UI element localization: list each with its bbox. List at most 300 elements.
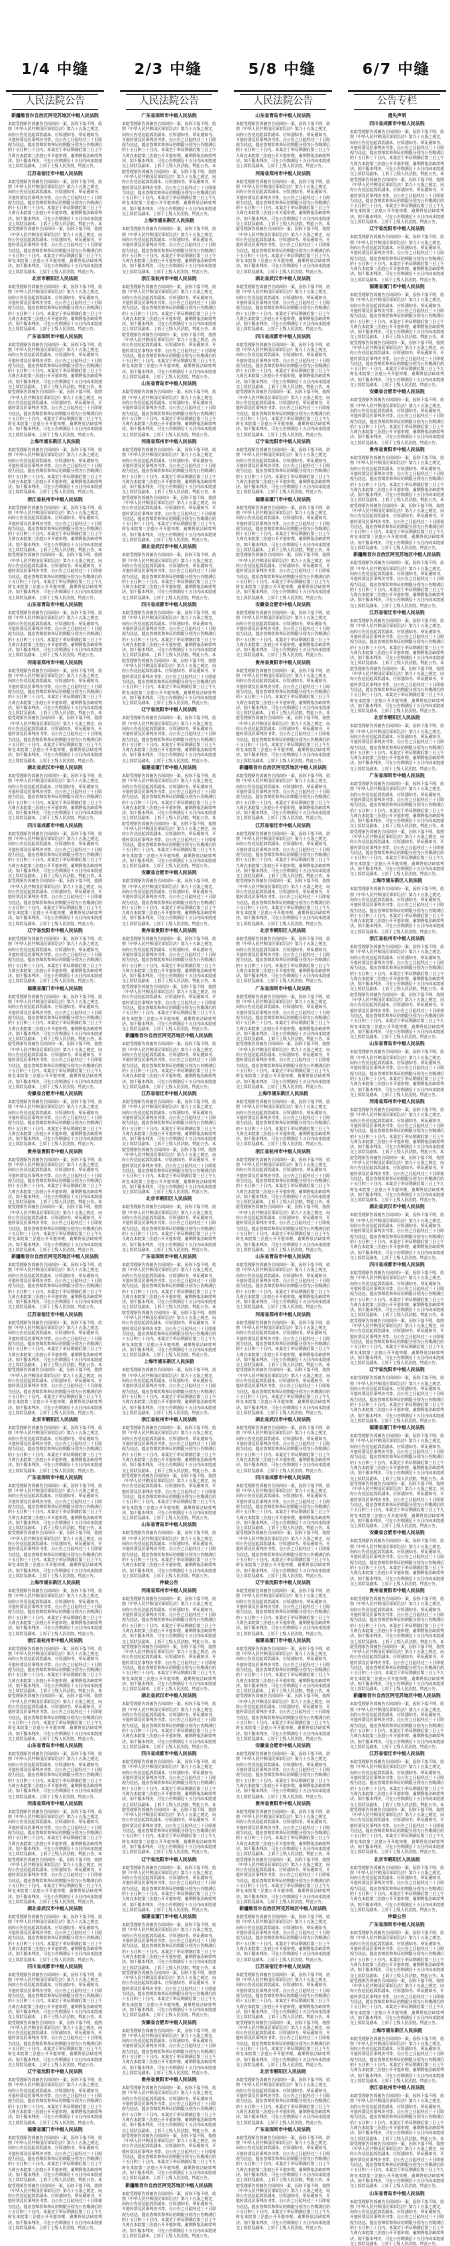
- court-notice: [8, 114, 102, 169]
- notice-body: 本院受理原告诉被告合同纠纷一案，因你下落不明，依照《中华人民共和国民事诉讼法》第九十五条之规定，向你公告送达起诉状副本、应诉通知书、举证通知书、开庭传票及民事判决书等。自公告之日起经过三十日即视为送达。提出答辩状和举证的期限分别为公告期满后的十五日和三十日内。本案定于举证期满后第三日上午九时在本院第三法庭公开开庭审理，逾期将依法缺席判决。如不服本判决，可在公告期满后十五日内向本院递交上诉状及副本，上诉于上级人民法院。特此公告。: [122, 552, 216, 600]
- notice-body: 本院受理原告诉被告合同纠纷一案，因你下落不明，依照《中华人民共和国民事诉讼法》第九十五条之规定，向你公告送达起诉状副本、应诉通知书、举证通知书、开庭传票及民事判决书等。自公告之日起经过三十日即视为送达。提出答辩状和举证的期限分别为公告期满后的十五日和三十日内。本案定于举证期满后第三日上午九时在本院第三法庭公开开庭审理，逾期将依法缺席判决。如不服本判决，可在公告期满后十五日内向本院递交上诉状及副本，上诉于上级人民法院。特此公告。本院受理原告诉被告合同纠纷一案，因你下落不明，依照《中华人民共和国民事诉讼法》第九十五条之规定，向你公告送达起诉状副本、应诉通知书、举证通知书、开庭传票及民事判决书等。自公告之日起经过三十日即视为送达。提出答辩状和举证的期限分别为公告期满后的十五日和三十日内。本案定于举证期满后第三日上午九时在本院第三法庭公开开庭审理，逾期将依法缺席判决。如不服本判决，可在公告期满后十五日内向本院递交上诉状及副本，上诉于上级人民法院。特此公告。: [122, 1759, 216, 1855]
- notice-body: 本院受理原告诉被告合同纠纷一案，因你下落不明，依照《中华人民共和国民事诉讼法》第九十五条之规定，向你公告送达起诉状副本、应诉通知书、举证通知书、开庭传票及民事判决书等。自公告之日起经过三十日即视为送达。提出答辩状和举证的期限分别为公告期满后的十五日和三十日内。本案定于举证期满后第三日上午九时在本院第三法庭公开开庭审理，逾期将依法缺席判决。如不服本判决，可在公告期满后十五日内向本院递交上诉状及副本，上诉于上级人民法院。特此公告。本院受理原告诉被告合同纠纷一案，因你下落不明，依照《中华人民共和国民事诉讼法》第九十五条之规定，向你公告送达起诉状副本、应诉通知书、举证通知书、开庭传票及民事判决书等。自公告之日起经过三十日即视为送达。提出答辩状和举证的期限分别为公告期满后的十五日和三十日内。本案定于举证期满后第三日上午九时在本院第三法庭公开开庭审理，逾期将依法缺席判决。如不服本判决，可在公告期满后十五日内向本院递交上诉状及副本，上诉于上级人民法院。特此公告。: [8, 1156, 102, 1252]
- court-notice: [236, 987, 330, 1089]
- notice-title: 广东省深圳市中级人民法院: [369, 1923, 425, 1929]
- notice-body: 本院受理原告诉被告合同纠纷一案，因你下落不明，依照《中华人民共和国民事诉讼法》第九十五条之规定，向你公告送达起诉状副本、应诉通知书、举证通知书、开庭传票及民事判决书等。自公告之日起经过三十日即视为送达。提出答辩状和举证的期限分别为公告期满后的十五日和三十日内。本案定于举证期满后第三日上午九时在本院第三法庭公开开庭审理，逾期将依法缺席判决。如不服本判决，可在公告期满后十五日内向本院递交上诉状及副本，上诉于上级人民法院。特此公告。: [8, 121, 102, 169]
- court-notice: [236, 335, 330, 437]
- notice-title: 四川省成都市中级人民法院: [27, 823, 83, 829]
- notice-title: 江苏省宿迁市中级人民法院: [27, 171, 83, 177]
- notice-title: 辽宁省沈阳市中级人民法院: [27, 2070, 83, 2076]
- notice-title: 江苏省宿迁市中级人民法院: [255, 1964, 311, 1970]
- notice-body: 本院受理原告诉被告合同纠纷一案，因你下落不明，依照《中华人民共和国民事诉讼法》第九十五条之规定，向你公告送达起诉状副本、应诉通知书、举证通知书、开庭传票及民事判决书等。自公告之日起经过三十日即视为送达。提出答辩状和举证的期限分别为公告期满后的十五日和三十日内。本案定于举证期满后第三日上午九时在本院第三法庭公开开庭审理，逾期将依法缺席判决。如不服本判决，可在公告期满后十五日内向本院递交上诉状及副本，上诉于上级人民法院。特此公告。: [350, 1864, 444, 1912]
- notice-body: 本院受理原告诉被告合同纠纷一案，因你下落不明，依照《中华人民共和国民事诉讼法》第九十五条之规定，向你公告送达起诉状副本、应诉通知书、举证通知书、开庭传票及民事判决书等。自公告之日起经过三十日即视为送达。提出答辩状和举证的期限分别为公告期满后的十五日和三十日内。本案定于举证期满后第三日上午九时在本院第三法庭公开开庭审理，逾期将依法缺席判决。如不服本判决，可在公告期满后十五日内向本院递交上诉状及副本，上诉于上级人民法院。特此公告。本院受理原告诉被告合同纠纷一案，因你下落不明，依照《中华人民共和国民事诉讼法》第九十五条之规定，向你公告送达起诉状副本、应诉通知书、举证通知书、开庭传票及民事判决书等。自公告之日起经过三十日即视为送达。提出答辩状和举证的期限分别为公告期满后的十五日和三十日内。本案定于举证期满后第三日上午九时在本院第三法庭公开开庭审理，逾期将依法缺席判决。如不服本判决，可在公告期满后十五日内向本院递交上诉状及副本，上诉于上级人民法院。特此公告。: [122, 284, 216, 380]
- notice-body: 本院受理原告诉被告合同纠纷一案，因你下落不明，依照《中华人民共和国民事诉讼法》第九十五条之规定，向你公告送达起诉状副本、应诉通知书、举证通知书、开庭传票及民事判决书等。自公告之日起经过三十日即视为送达。提出答辩状和举证的期限分别为公告期满后的十五日和三十日内。本案定于举证期满后第三日上午九时在本院第三法庭公开开庭审理，逾期将依法缺席判决。如不服本判决，可在公告期满后十五日内向本院递交上诉状及副本，上诉于上级人民法院。特此公告。: [350, 1701, 444, 1749]
- notice-body: 本院受理原告诉被告合同纠纷一案，因你下落不明，依照《中华人民共和国民事诉讼法》第九十五条之规定，向你公告送达起诉状副本、应诉通知书、举证通知书、开庭传票及民事判决书等。自公告之日起经过三十日即视为送达。提出答辩状和举证的期限分别为公告期满后的十五日和三十日内。本案定于举证期满后第三日上午九时在本院第三法庭公开开庭审理，逾期将依法缺席判决。如不服本判决，可在公告期满后十五日内向本院递交上诉状及副本，上诉于上级人民法院。特此公告。本院受理原告诉被告合同纠纷一案，因你下落不明，依照《中华人民共和国民事诉讼法》第九十五条之规定，向你公告送达起诉状副本、应诉通知书、举证通知书、开庭传票及民事判决书等。自公告之日起经过三十日即视为送达。提出答辩状和举证的期限分别为公告期满后的十五日和三十日内。本案定于举证期满后第三日上午九时在本院第三法庭公开开庭审理，逾期将依法缺席判决。如不服本判决，可在公告期满后十五日内向本院递交上诉状及副本，上诉于上级人民法院。特此公告。: [350, 2093, 444, 2189]
- notice-body: 本院受理原告诉被告合同纠纷一案，因你下落不明，依照《中华人民共和国民事诉讼法》第九十五条之规定，向你公告送达起诉状副本、应诉通知书、举证通知书、开庭传票及民事判决书等。自公告之日起经过三十日即视为送达。提出答辩状和举证的期限分别为公告期满后的十五日和三十日内。本案定于举证期满后第三日上午九时在本院第三法庭公开开庭审理，逾期将依法缺席判决。如不服本判决，可在公告期满后十五日内向本院递交上诉状及副本，上诉于上级人民法院。特此公告。本院受理原告诉被告合同纠纷一案，因你下落不明，依照《中华人民共和国民事诉讼法》第九十五条之规定，向你公告送达起诉状副本、应诉通知书、举证通知书、开庭传票及民事判决书等。自公告之日起经过三十日即视为送达。提出答辩状和举证的期限分别为公告期满后的十五日和三十日内。本案定于举证期满后第三日上午九时在本院第三法庭公开开庭审理，逾期将依法缺席判决。如不服本判决，可在公告期满后十五日内向本院递交上诉状及副本，上诉于上级人民法院。特此公告。: [350, 1930, 444, 2026]
- notice-body: 本院受理原告诉被告合同纠纷一案，因你下落不明，依照《中华人民共和国民事诉讼法》第九十五条之规定，向你公告送达起诉状副本、应诉通知书、举证通知书、开庭传票及民事判决书等。自公告之日起经过三十日即视为送达。提出答辩状和举证的期限分别为公告期满后的十五日和三十日内。本案定于举证期满后第三日上午九时在本院第三法庭公开开庭审理，逾期将依法缺席判决。如不服本判决，可在公告期满后十五日内向本院递交上诉状及副本，上诉于上级人民法院。特此公告。: [350, 886, 444, 934]
- notice-body: 本院受理原告诉被告合同纠纷一案，因你下落不明，依照《中华人民共和国民事诉讼法》第九十五条之规定，向你公告送达起诉状副本、应诉通知书、举证通知书、开庭传票及民事判决书等。自公告之日起经过三十日即视为送达。提出答辩状和举证的期限分别为公告期满后的十五日和三十日内。本案定于举证期满后第三日上午九时在本院第三法庭公开开庭审理，逾期将依法缺席判决。如不服本判决，可在公告期满后十五日内向本院递交上诉状及副本，上诉于上级人民法院。特此公告。: [8, 1425, 102, 1473]
- court-notice: [8, 2070, 102, 2125]
- notice-body: 本院受理原告诉被告合同纠纷一案，因你下落不明，依照《中华人民共和国民事诉讼法》第九十五条之规定，向你公告送达起诉状副本、应诉通知书、举证通知书、开庭传票及民事判决书等。自公告之日起经过三十日即视为送达。提出答辩状和举证的期限分别为公告期满后的十五日和三十日内。本案定于举证期满后第三日上午九时在本院第三法庭公开开庭审理，逾期将依法缺席判决。如不服本判决，可在公告期满后十五日内向本院递交上诉状及副本，上诉于上级人民法院。特此公告。: [236, 121, 330, 169]
- notice-title: 广东省深圳市中级人民法院: [141, 1255, 197, 1261]
- notice-body: 本院受理原告诉被告合同纠纷一案，因你下落不明，依照《中华人民共和国民事诉讼法》第九十五条之规定，向你公告送达起诉状副本、应诉通知书、举证通知书、开庭传票及民事判决书等。自公告之日起经过三十日即视为送达。提出答辩状和举证的期限分别为公告期满后的十五日和三十日内。本案定于举证期满后第三日上午九时在本院第三法庭公开开庭审理，逾期将依法缺席判决。如不服本判决，可在公告期满后十五日内向本院递交上诉状及副本，上诉于上级人民法院。特此公告。本院受理原告诉被告合同纠纷一案，因你下落不明，依照《中华人民共和国民事诉讼法》第九十五条之规定，向你公告送达起诉状副本、应诉通知书、举证通知书、开庭传票及民事判决书等。自公告之日起经过三十日即视为送达。提出答辩状和举证的期限分别为公告期满后的十五日和三十日内。本案定于举证期满后第三日上午九时在本院第三法庭公开开庭审理，逾期将依法缺席判决。如不服本判决，可在公告期满后十五日内向本院递交上诉状及副本，上诉于上级人民法院。特此公告。: [236, 2134, 330, 2230]
- notice-title: 湖北省武汉市中级人民法院: [141, 1694, 197, 1700]
- notice-title: 江苏省宿迁市中级人民法院: [369, 1752, 425, 1758]
- notice-body: 本院受理原告诉被告合同纠纷一案，因你下落不明，依照《中华人民共和国民事诉讼法》第九十五条之规定，向你公告送达起诉状副本、应诉通知书、举证通知书、开庭传票及民事判决书等。自公告之日起经过三十日即视为送达。提出答辩状和举证的期限分别为公告期满后的十五日和三十日内。本案定于举证期满后第三日上午九时在本院第三法庭公开开庭审理，逾期将依法缺席判决。如不服本判决，可在公告期满后十五日内向本院递交上诉状及副本，上诉于上级人民法院。特此公告。本院受理原告诉被告合同纠纷一案，因你下落不明，依照《中华人民共和国民事诉讼法》第九十五条之规定，向你公告送达起诉状副本、应诉通知书、举证通知书、开庭传票及民事判决书等。自公告之日起经过三十日即视为送达。提出答辩状和举证的期限分别为公告期满后的十五日和三十日内。本案定于举证期满后第三日上午九时在本院第三法庭公开开庭审理，逾期将依法缺席判决。如不服本判决，可在公告期满后十五日内向本院递交上诉状及副本，上诉于上级人民法院。特此公告。: [350, 1759, 444, 1855]
- court-notice: [236, 929, 330, 984]
- court-notice: [8, 440, 102, 495]
- notice-body: 本院受理原告诉被告合同纠纷一案，因你下落不明，依照《中华人民共和国民事诉讼法》第九十五条之规定，向你公告送达起诉状副本、应诉通知书、举证通知书、开庭传票及民事判决书等。自公告之日起经过三十日即视为送达。提出答辩状和举证的期限分别为公告期满后的十五日和三十日内。本案定于举证期满后第三日上午九时在本院第三法庭公开开庭审理，逾期将依法缺席判决。如不服本判决，可在公告期满后十五日内向本院递交上诉状及副本，上诉于上级人民法院。特此公告。: [350, 1375, 444, 1423]
- notice-body: 本院受理原告诉被告合同纠纷一案，因你下落不明，依照《中华人民共和国民事诉讼法》第九十五条之规定，向你公告送达起诉状副本、应诉通知书、举证通知书、开庭传票及民事判决书等。自公告之日起经过三十日即视为送达。提出答辩状和举证的期限分别为公告期满后的十五日和三十日内。本案定于举证期满后第三日上午九时在本院第三法庭公开开庭审理，逾期将依法缺席判决。如不服本判决，可在公告期满后十五日内向本院递交上诉状及副本，上诉于上级人民法院。特此公告。: [350, 2198, 444, 2246]
- court-notice: [236, 766, 330, 821]
- notice-title: 广东省深圳市中级人民法院: [369, 774, 425, 780]
- notice-title: 河南省郑州市中级人民法院: [255, 171, 311, 177]
- notice-title: 贵州省贵阳市中级人民法院: [255, 660, 311, 666]
- section-subhead: 遗失声明: [387, 114, 407, 119]
- notice-body: 本院受理原告诉被告合同纠纷一案，因你下落不明，依照《中华人民共和国民事诉讼法》第九十五条之规定，向你公告送达起诉状副本、应诉通知书、举证通知书、开庭传票及民事判决书等。自公告之日起经过三十日即视为送达。提出答辩状和举证的期限分别为公告期满后的十五日和三十日内。本案定于举证期满后第三日上午九时在本院第三法庭公开开庭审理，逾期将依法缺席判决。如不服本判决，可在公告期满后十五日内向本院递交上诉状及副本，上诉于上级人民法院。特此公告。: [122, 389, 216, 437]
- court-notice: [236, 1418, 330, 1473]
- notice-body: 本院受理原告诉被告合同纠纷一案，因你下落不明，依照《中华人民共和国民事诉讼法》第九十五条之规定，向你公告送达起诉状副本、应诉通知书、举证通知书、开庭传票及民事判决书等。自公告之日起经过三十日即视为送达。提出答辩状和举证的期限分别为公告期满后的十五日和三十日内。本案定于举证期满后第三日上午九时在本院第三法庭公开开庭审理，逾期将依法缺席判决。如不服本判决，可在公告期满后十五日内向本院递交上诉状及副本，上诉于上级人民法院。特此公告。本院受理原告诉被告合同纠纷一案，因你下落不明，依照《中华人民共和国民事诉讼法》第九十五条之规定，向你公告送达起诉状副本、应诉通知书、举证通知书、开庭传票及民事判决书等。自公告之日起经过三十日即视为送达。提出答辩状和举证的期限分别为公告期满后的十五日和三十日内。本案定于举证期满后第三日上午九时在本院第三法庭公开开庭审理，逾期将依法缺席判决。如不服本判决，可在公告期满后十五日内向本院递交上诉状及副本，上诉于上级人民法院。特此公告。: [8, 830, 102, 926]
- notice-body: 本院受理原告诉被告合同纠纷一案，因你下落不明，依照《中华人民共和国民事诉讼法》第九十五条之规定，向你公告送达起诉状副本、应诉通知书、举证通知书、开庭传票及民事判决书等。自公告之日起经过三十日即视为送达。提出答辩状和举证的期限分别为公告期满后的十五日和三十日内。本案定于举证期满后第三日上午九时在本院第三法庭公开开庭审理，逾期将依法缺席判决。如不服本判决，可在公告期满后十五日内向本院递交上诉状及副本，上诉于上级人民法院。特此公告。: [350, 1049, 444, 1097]
- court-notice: [122, 871, 216, 926]
- notice-title: 北京市朝阳区人民法院: [32, 277, 78, 283]
- notice-body: 本院受理原告诉被告合同纠纷一案，因你下落不明，依照《中华人民共和国民事诉讼法》第九十五条之规定，向你公告送达起诉状副本、应诉通知书、举证通知书、开庭传票及民事判决书等。自公告之日起经过三十日即视为送达。提出答辩状和举证的期限分别为公告期满后的十五日和三十日内。本案定于举证期满后第三日上午九时在本院第三法庭公开开庭审理，逾期将依法缺席判决。如不服本判决，可在公告期满后十五日内向本院递交上诉状及副本，上诉于上级人民法院。特此公告。: [236, 284, 330, 332]
- court-notice: [350, 285, 444, 387]
- notice-title: 广东省深圳市中级人民法院: [27, 334, 83, 340]
- notice-body: 本院受理原告诉被告合同纠纷一案，因你下落不明，依照《中华人民共和国民事诉讼法》第九十五条之规定，向你公告送达起诉状副本、应诉通知书、举证通知书、开庭传票及民事判决书等。自公告之日起经过三十日即视为送达。提出答辩状和举证的期限分别为公告期满后的十五日和三十日内。本案定于举证期满后第三日上午九时在本院第三法庭公开开庭审理，逾期将依法缺席判决。如不服本判决，可在公告期满后十五日内向本院递交上诉状及副本，上诉于上级人民法院。特此公告。本院受理原告诉被告合同纠纷一案，因你下落不明，依照《中华人民共和国民事诉讼法》第九十五条之规定，向你公告送达起诉状副本、应诉通知书、举证通知书、开庭传票及民事判决书等。自公告之日起经过三十日即视为送达。提出答辩状和举证的期限分别为公告期满后的十五日和三十日内。本案定于举证期满后第三日上午九时在本院第三法庭公开开庭审理，逾期将依法缺席判决。如不服本判决，可在公告期满后十五日内向本院递交上诉状及副本，上诉于上级人民法院。特此公告。: [8, 1808, 102, 1904]
- notice-title: 浙江省杭州市中级人民法院: [369, 2086, 425, 2092]
- notice-title: 江苏省宿迁市中级人民法院: [27, 1312, 83, 1318]
- notice-title: 新疆维吾尔自治区阿克苏地区中级人民法院: [11, 114, 99, 119]
- court-notice: [236, 1255, 330, 1310]
- court-notice: [350, 1858, 444, 1913]
- notice-title: 山东省青岛市中级人民法院: [141, 382, 197, 388]
- notice-body: 本院受理原告诉被告合同纠纷一案，因你下落不明，依照《中华人民共和国民事诉讼法》第九十五条之规定，向你公告送达起诉状副本、应诉通知书、举证通知书、开庭传票及民事判决书等。自公告之日起经过三十日即视为送达。提出答辩状和举证的期限分别为公告期满后的十五日和三十日内。本案定于举证期满后第三日上午九时在本院第三法庭公开开庭审理，逾期将依法缺席判决。如不服本判决，可在公告期满后十五日内向本院递交上诉状及副本，上诉于上级人民法院。特此公告。: [122, 878, 216, 926]
- notice-title: 四川省成都市中级人民法院: [369, 122, 425, 127]
- notice-body: 本院受理原告诉被告合同纠纷一案，因你下落不明，依照《中华人民共和国民事诉讼法》第九十五条之规定，向你公告送达起诉状副本、应诉通知书、举证通知书、开庭传票及民事判决书等。自公告之日起经过三十日即视为送达。提出答辩状和举证的期限分别为公告期满后的十五日和三十日内。本案定于举证期满后第三日上午九时在本院第三法庭公开开庭审理，逾期将依法缺席判决。如不服本判决，可在公告期满后十五日内向本院递交上诉状及副本，上诉于上级人民法院。特此公告。本院受理原告诉被告合同纠纷一案，因你下落不明，依照《中华人民共和国民事诉讼法》第九十五条之规定，向你公告送达起诉状副本、应诉通知书、举证通知书、开庭传票及民事判决书等。自公告之日起经过三十日即视为送达。提出答辩状和举证的期限分别为公告期满后的十五日和三十日内。本案定于举证期满后第三日上午九时在本院第三法庭公开开庭审理，逾期将依法缺席判决。如不服本判决，可在公告期满后十五日内向本院递交上诉状及副本，上诉于上级人民法院。特此公告。: [122, 121, 216, 217]
- notice-body: 本院受理原告诉被告合同纠纷一案，因你下落不明，依照《中华人民共和国民事诉讼法》第九十五条之规定，向你公告送达起诉状副本、应诉通知书、举证通知书、开庭传票及民事判决书等。自公告之日起经过三十日即视为送达。提出答辩状和举证的期限分别为公告期满后的十五日和三十日内。本案定于举证期满后第三日上午九时在本院第三法庭公开开庭审理，逾期将依法缺席判决。如不服本判决，可在公告期满后十五日内向本院递交上诉状及副本，上诉于上级人民法院。特此公告。本院受理原告诉被告合同纠纷一案，因你下落不明，依照《中华人民共和国民事诉讼法》第九十五条之规定，向你公告送达起诉状副本、应诉通知书、举证通知书、开庭传票及民事判决书等。自公告之日起经过三十日即视为送达。提出答辩状和举证的期限分别为公告期满后的十五日和三十日内。本案定于举证期满后第三日上午九时在本院第三法庭公开开庭审理，逾期将依法缺席判决。如不服本判决，可在公告期满后十五日内向本院递交上诉状及副本，上诉于上级人民法院。特此公告。: [350, 1596, 444, 1692]
- court-notice: [122, 603, 216, 705]
- notice-body: 本院受理原告诉被告合同纠纷一案，因你下落不明，依照《中华人民共和国民事诉讼法》第九十五条之规定，向你公告送达起诉状副本、应诉通知书、举证通知书、开庭传票及民事判决书等。自公告之日起经过三十日即视为送达。提出答辩状和举证的期限分别为公告期满后的十五日和三十日内。本案定于举证期满后第三日上午九时在本院第三法庭公开开庭审理，逾期将依法缺席判决。如不服本判决，可在公告期满后十五日内向本院递交上诉状及副本，上诉于上级人民法院。特此公告。本院受理原告诉被告合同纠纷一案，因你下落不明，依照《中华人民共和国民事诉讼法》第九十五条之规定，向你公告送达起诉状副本、应诉通知书、举证通知书、开庭传票及民事判决书等。自公告之日起经过三十日即视为送达。提出答辩状和举证的期限分别为公告期满后的十五日和三十日内。本案定于举证期满后第三日上午九时在本院第三法庭公开开庭审理，逾期将依法缺席判决。如不服本判决，可在公告期满后十五日内向本院递交上诉状及副本，上诉于上级人民法院。特此公告。: [8, 667, 102, 763]
- notice-body: 本院受理原告诉被告合同纠纷一案，因你下落不明，依照《中华人民共和国民事诉讼法》第九十五条之规定，向你公告送达起诉状副本、应诉通知书、举证通知书、开庭传票及民事判决书等。自公告之日起经过三十日即视为送达。提出答辩状和举证的期限分别为公告期满后的十五日和三十日内。本案定于举证期满后第三日上午九时在本院第三法庭公开开庭审理，逾期将依法缺席判决。如不服本判决，可在公告期满后十五日内向本院递交上诉状及副本，上诉于上级人民法院。特此公告。: [122, 1701, 216, 1749]
- notice-body: 本院受理原告诉被告合同纠纷一案，因你下落不明，依照《中华人民共和国民事诉讼法》第九十五条之规定，向你公告送达起诉状副本、应诉通知书、举证通知书、开庭传票及民事判决书等。自公告之日起经过三十日即视为送达。提出答辩状和举证的期限分别为公告期满后的十五日和三十日内。本案定于举证期满后第三日上午九时在本院第三法庭公开开庭审理，逾期将依法缺席判决。如不服本判决，可在公告期满后十五日内向本院递交上诉状及副本，上诉于上级人民法院。特此公告。: [122, 226, 216, 274]
- notice-title: 安徽省合肥市中级人民法院: [369, 1531, 425, 1537]
- notice-body: 本院受理原告诉被告合同纠纷一案，因你下落不明，依照《中华人民共和国民事诉讼法》第九十五条之规定，向你公告送达起诉状副本、应诉通知书、举证通知书、开庭传票及民事判决书等。自公告之日起经过三十日即视为送达。提出答辩状和举证的期限分别为公告期满后的十五日和三十日内。本案定于举证期满后第三日上午九时在本院第三法庭公开开庭审理，逾期将依法缺席判决。如不服本判决，可在公告期满后十五日内向本院递交上诉状及副本，上诉于上级人民法院。特此公告。本院受理原告诉被告合同纠纷一案，因你下落不明，依照《中华人民共和国民事诉讼法》第九十五条之规定，向你公告送达起诉状副本、应诉通知书、举证通知书、开庭传票及民事判决书等。自公告之日起经过三十日即视为送达。提出答辩状和举证的期限分别为公告期满后的十五日和三十日内。本案定于举证期满后第三日上午九时在本院第三法庭公开开庭审理，逾期将依法缺席判决。如不服本判决，可在公告期满后十五日内向本院递交上诉状及副本，上诉于上级人民法院。特此公告。: [350, 944, 444, 1040]
- court-notice: [122, 1034, 216, 1089]
- notice-title: 山东省青岛市中级人民法院: [27, 603, 83, 609]
- notice-title: 湖北省武汉市中级人民法院: [141, 545, 197, 551]
- court-notice: [350, 1205, 444, 1260]
- notice-title: 湖北省武汉市中级人民法院: [369, 1205, 425, 1211]
- notice-title: 辽宁省沈阳市中级人民法院: [255, 440, 311, 446]
- notice-body: 本院受理原告诉被告合同纠纷一案，因你下落不明，依照《中华人民共和国民事诉讼法》第九十五条之规定，向你公告送达起诉状副本、应诉通知书、举证通知书、开庭传票及民事判决书等。自公告之日起经过三十日即视为送达。提出答辩状和举证的期限分别为公告期满后的十五日和三十日内。本案定于举证期满后第三日上午九时在本院第三法庭公开开庭审理，逾期将依法缺席判决。如不服本判决，可在公告期满后十五日内向本院递交上诉状及副本，上诉于上级人民法院。特此公告。: [122, 1367, 216, 1415]
- court-notice: [236, 1092, 330, 1147]
- column-label-2: 2/3 中缝: [134, 60, 202, 78]
- court-notice: [236, 2070, 330, 2125]
- notice-title: 浙江省杭州市中级人民法院: [141, 277, 197, 283]
- notice-body: 本院受理原告诉被告合同纠纷一案，因你下落不明，依照《中华人民共和国民事诉讼法》第九十五条之规定，向你公告送达起诉状副本、应诉通知书、举证通知书、开庭传票及民事判决书等。自公告之日起经过三十日即视为送达。提出答辩状和举证的期限分别为公告期满后的十五日和三十日内。本案定于举证期满后第三日上午九时在本院第三法庭公开开庭审理，逾期将依法缺席判决。如不服本判决，可在公告期满后十五日内向本院递交上诉状及副本，上诉于上级人民法院。特此公告。本院受理原告诉被告合同纠纷一案，因你下落不明，依照《中华人民共和国民事诉讼法》第九十五条之规定，向你公告送达起诉状副本、应诉通知书、举证通知书、开庭传票及民事判决书等。自公告之日起经过三十日即视为送达。提出答辩状和举证的期限分别为公告期满后的十五日和三十日内。本案定于举证期满后第三日上午九时在本院第三法庭公开开庭审理，逾期将依法缺席判决。如不服本判决，可在公告期满后十五日内向本院递交上诉状及副本，上诉于上级人民法院。特此公告。: [122, 1262, 216, 1358]
- court-notice: [236, 114, 330, 169]
- notice-title: 福建省厦门市中级人民法院: [255, 1638, 311, 1644]
- notice-body: 本院受理原告诉被告合同纠纷一案，因你下落不明，依照《中华人民共和国民事诉讼法》第九十五条之规定，向你公告送达起诉状副本、应诉通知书、举证通知书、开庭传票及民事判决书等。自公告之日起经过三十日即视为送达。提出答辩状和举证的期限分别为公告期满后的十五日和三十日内。本案定于举证期满后第三日上午九时在本院第三法庭公开开庭审理，逾期将依法缺席判决。如不服本判决，可在公告期满后十五日内向本院递交上诉状及副本，上诉于上级人民法院。特此公告。本院受理原告诉被告合同纠纷一案，因你下落不明，依照《中华人民共和国民事诉讼法》第九十五条之规定，向你公告送达起诉状副本、应诉通知书、举证通知书、开庭传票及民事判决书等。自公告之日起经过三十日即视为送达。提出答辩状和举证的期限分别为公告期满后的十五日和三十日内。本案定于举证期满后第三日上午九时在本院第三法庭公开开庭审理，逾期将依法缺席判决。如不服本判决，可在公告期满后十五日内向本院递交上诉状及副本，上诉于上级人民法院。特此公告。: [8, 1482, 102, 1578]
- notice-title: 上海市浦东新区人民法院: [257, 1092, 309, 1098]
- court-notice: [122, 1752, 216, 1854]
- column-header: 人民法院公告: [240, 94, 326, 110]
- court-notice: [8, 929, 102, 984]
- court-notice: [8, 1313, 102, 1415]
- notice-body: 本院受理原告诉被告合同纠纷一案，因你下落不明，依照《中华人民共和国民事诉讼法》第九十五条之规定，向你公告送达起诉状副本、应诉通知书、举证通知书、开庭传票及民事判决书等。自公告之日起经过三十日即视为送达。提出答辩状和举证的期限分别为公告期满后的十五日和三十日内。本案定于举证期满后第三日上午九时在本院第三法庭公开开庭审理，逾期将依法缺席判决。如不服本判决，可在公告期满后十五日内向本院递交上诉状及副本，上诉于上级人民法院。特此公告。: [122, 2190, 216, 2238]
- notice-title: 贵州省贵阳市中级人民法院: [369, 448, 425, 454]
- court-notice: [350, 1589, 444, 1691]
- notice-title: 贵州省贵阳市中级人民法院: [255, 1801, 311, 1807]
- court-notice: [122, 2021, 216, 2076]
- notice-body: 本院受理原告诉被告合同纠纷一案，因你下落不明，依照《中华人民共和国民事诉讼法》第九十五条之规定，向你公告送达起诉状副本、应诉通知书、举证通知书、开庭传票及民事判决书等。自公告之日起经过三十日即视为送达。提出答辩状和举证的期限分别为公告期满后的十五日和三十日内。本案定于举证期满后第三日上午九时在本院第三法庭公开开庭审理，逾期将依法缺席判决。如不服本判决，可在公告期满后十五日内向本院递交上诉状及副本，上诉于上级人民法院。特此公告。本院受理原告诉被告合同纠纷一案，因你下落不明，依照《中华人民共和国民事诉讼法》第九十五条之规定，向你公告送达起诉状副本、应诉通知书、举证通知书、开庭传票及民事判决书等。自公告之日起经过三十日即视为送达。提出答辩状和举证的期限分别为公告期满后的十五日和三十日内。本案定于举证期满后第三日上午九时在本院第三法庭公开开庭审理，逾期将依法缺席判决。如不服本判决，可在公告期满后十五日内向本院递交上诉状及副本，上诉于上级人民法院。特此公告。: [236, 1482, 330, 1578]
- section-subhead: 仲裁公告: [159, 1581, 179, 1587]
- notice-title: 福建省厦门市中级人民法院: [141, 1915, 197, 1921]
- notice-body: 本院受理原告诉被告合同纠纷一案，因你下落不明，依照《中华人民共和国民事诉讼法》第九十五条之规定，向你公告送达起诉状副本、应诉通知书、举证通知书、开庭传票及民事判决书等。自公告之日起经过三十日即视为送达。提出答辩状和举证的期限分别为公告期满后的十五日和三十日内。本案定于举证期满后第三日上午九时在本院第三法庭公开开庭审理，逾期将依法缺席判决。如不服本判决，可在公告期满后十五日内向本院递交上诉状及副本，上诉于上级人民法院。特此公告。: [350, 234, 444, 282]
- notice-title: 四川省成都市中级人民法院: [255, 334, 311, 340]
- notice-title: 浙江省杭州市中级人民法院: [141, 1418, 197, 1424]
- notice-title: 贵州省贵阳市中级人民法院: [141, 929, 197, 935]
- notice-title: 浙江省杭州市中级人民法院: [255, 1149, 311, 1155]
- notice-title: 湖北省武汉市中级人民法院: [27, 1907, 83, 1913]
- notice-body: 本院受理原告诉被告合同纠纷一案，因你下落不明，依照《中华人民共和国民事诉讼法》第九十五条之规定，向你公告送达起诉状副本、应诉通知书、举证通知书、开庭传票及民事判决书等。自公告之日起经过三十日即视为送达。提出答辩状和举证的期限分别为公告期满后的十五日和三十日内。本案定于举证期满后第三日上午九时在本院第三法庭公开开庭审理，逾期将依法缺席判决。如不服本判决，可在公告期满后十五日内向本院递交上诉状及副本，上诉于上级人民法院。特此公告。本院受理原告诉被告合同纠纷一案，因你下落不明，依照《中华人民共和国民事诉讼法》第九十五条之规定，向你公告送达起诉状副本、应诉通知书、举证通知书、开庭传票及民事判决书等。自公告之日起经过三十日即视为送达。提出答辩状和举证的期限分别为公告期满后的十五日和三十日内。本案定于举证期满后第三日上午九时在本院第三法庭公开开庭审理，逾期将依法缺席判决。如不服本判决，可在公告期满后十五日内向本院递交上诉状及副本，上诉于上级人民法院。特此公告。: [236, 1645, 330, 1741]
- notice-title: 安徽省合肥市中级人民法院: [141, 871, 197, 877]
- court-notice: [122, 929, 216, 1031]
- notice-body: 本院受理原告诉被告合同纠纷一案，因你下落不明，依照《中华人民共和国民事诉讼法》第九十五条之规定，向你公告送达起诉状副本、应诉通知书、举证通知书、开庭传票及民事判决书等。自公告之日起经过三十日即视为送达。提出答辩状和举证的期限分别为公告期满后的十五日和三十日内。本案定于举证期满后第三日上午九时在本院第三法庭公开开庭审理，逾期将依法缺席判决。如不服本判决，可在公告期满后十五日内向本院递交上诉状及副本，上诉于上级人民法院。特此公告。: [350, 1212, 444, 1260]
- notice-body: 本院受理原告诉被告合同纠纷一案，因你下落不明，依照《中华人民共和国民事诉讼法》第九十五条之规定，向你公告送达起诉状副本、应诉通知书、举证通知书、开庭传票及民事判决书等。自公告之日起经过三十日即视为送达。提出答辩状和举证的期限分别为公告期满后的十五日和三十日内。本案定于举证期满后第三日上午九时在本院第三法庭公开开庭审理，逾期将依法缺席判决。如不服本判决，可在公告期满后十五日内向本院递交上诉状及副本，上诉于上级人民法院。特此公告。: [236, 1099, 330, 1147]
- notice-body: 本院受理原告诉被告合同纠纷一案，因你下落不明，依照《中华人民共和国民事诉讼法》第九十五条之规定，向你公告送达起诉状副本、应诉通知书、举证通知书、开庭传票及民事判决书等。自公告之日起经过三十日即视为送达。提出答辩状和举证的期限分别为公告期满后的十五日和三十日内。本案定于举证期满后第三日上午九时在本院第三法庭公开开庭审理，逾期将依法缺席判决。如不服本判决，可在公告期满后十五日内向本院递交上诉状及副本，上诉于上级人民法院。特此公告。本院受理原告诉被告合同纠纷一案，因你下落不明，依照《中华人民共和国民事诉讼法》第九十五条之规定，向你公告送达起诉状副本、应诉通知书、举证通知书、开庭传票及民事判决书等。自公告之日起经过三十日即视为送达。提出答辩状和举证的期限分别为公告期满后的十五日和三十日内。本案定于举证期满后第三日上午九时在本院第三法庭公开开庭审理，逾期将依法缺席判决。如不服本判决，可在公告期满后十五日内向本院递交上诉状及副本，上诉于上级人民法院。特此公告。: [122, 1922, 216, 2018]
- court-notice: [122, 1523, 216, 1578]
- court-notice: [236, 1907, 330, 1962]
- notice-body: 本院受理原告诉被告合同纠纷一案，因你下落不明，依照《中华人民共和国民事诉讼法》第九十五条之规定，向你公告送达起诉状副本、应诉通知书、举证通知书、开庭传票及民事判决书等。自公告之日起经过三十日即视为送达。提出答辩状和举证的期限分别为公告期满后的十五日和三十日内。本案定于举证期满后第三日上午九时在本院第三法庭公开开庭审理，逾期将依法缺席判决。如不服本判决，可在公告期满后十五日内向本院递交上诉状及副本，上诉于上级人民法院。特此公告。: [122, 715, 216, 763]
- court-notice: [122, 2078, 216, 2180]
- court-notice: [350, 1426, 444, 1528]
- notice-body: 本院受理原告诉被告合同纠纷一案，因你下落不明，依照《中华人民共和国民事诉讼法》第九十五条之规定，向你公告送达起诉状副本、应诉通知书、举证通知书、开庭传票及民事判决书等。自公告之日起经过三十日即视为送达。提出答辩状和举证的期限分别为公告期满后的十五日和三十日内。本案定于举证期满后第三日上午九时在本院第三法庭公开开庭审理，逾期将依法缺席判决。如不服本判决，可在公告期满后十五日内向本院递交上诉状及副本，上诉于上级人民法院。特此公告。本院受理原告诉被告合同纠纷一案，因你下落不明，依照《中华人民共和国民事诉讼法》第九十五条之规定，向你公告送达起诉状副本、应诉通知书、举证通知书、开庭传票及民事判决书等。自公告之日起经过三十日即视为送达。提出答辩状和举证的期限分别为公告期满后的十五日和三十日内。本案定于举证期满后第三日上午九时在本院第三法庭公开开庭审理，逾期将依法缺席判决。如不服本判决，可在公告期满后十五日内向本院递交上诉状及副本，上诉于上级人民法院。特此公告。: [350, 292, 444, 388]
- court-notice: [236, 1639, 330, 1741]
- notice-body: 本院受理原告诉被告合同纠纷一案，因你下落不明，依照《中华人民共和国民事诉讼法》第九十五条之规定，向你公告送达起诉状副本、应诉通知书、举证通知书、开庭传票及民事判决书等。自公告之日起经过三十日即视为送达。提出答辩状和举证的期限分别为公告期满后的十五日和三十日内。本案定于举证期满后第三日上午九时在本院第三法庭公开开庭审理，逾期将依法缺席判决。如不服本判决，可在公告期满后十五日内向本院递交上诉状及副本，上诉于上级人民法院。特此公告。: [350, 560, 444, 608]
- notice-body: 本院受理原告诉被告合同纠纷一案，因你下落不明，依照《中华人民共和国民事诉讼法》第九十五条之规定，向你公告送达起诉状副本、应诉通知书、举证通知书、开庭传票及民事判决书等。自公告之日起经过三十日即视为送达。提出答辩状和举证的期限分别为公告期满后的十五日和三十日内。本案定于举证期满后第三日上午九时在本院第三法庭公开开庭审理，逾期将依法缺席判决。如不服本判决，可在公告期满后十五日内向本院递交上诉状及副本，上诉于上级人民法院。特此公告。: [8, 1588, 102, 1636]
- notice-body: 本院受理原告诉被告合同纠纷一案，因你下落不明，依照《中华人民共和国民事诉讼法》第九十五条之规定，向你公告送达起诉状副本、应诉通知书、举证通知书、开庭传票及民事判决书等。自公告之日起经过三十日即视为送达。提出答辩状和举证的期限分别为公告期满后的十五日和三十日内。本案定于举证期满后第三日上午九时在本院第三法庭公开开庭审理，逾期将依法缺席判决。如不服本判决，可在公告期满后十五日内向本院递交上诉状及副本，上诉于上级人民法院。特此公告。: [236, 936, 330, 984]
- notice-body: 本院受理原告诉被告合同纠纷一案，因你下落不明，依照《中华人民共和国民事诉讼法》第九十五条之规定，向你公告送达起诉状副本、应诉通知书、举证通知书、开庭传票及民事判决书等。自公告之日起经过三十日即视为送达。提出答辩状和举证的期限分别为公告期满后的十五日和三十日内。本案定于举证期满后第三日上午九时在本院第三法庭公开开庭审理，逾期将依法缺席判决。如不服本判决，可在公告期满后十五日内向本院递交上诉状及副本，上诉于上级人民法院。特此公告。本院受理原告诉被告合同纠纷一案，因你下落不明，依照《中华人民共和国民事诉讼法》第九十五条之规定，向你公告送达起诉状副本、应诉通知书、举证通知书、开庭传票及民事判决书等。自公告之日起经过三十日即视为送达。提出答辩状和举证的期限分别为公告期满后的十五日和三十日内。本案定于举证期满后第三日上午九时在本院第三法庭公开开庭审理，逾期将依法缺席判决。如不服本判决，可在公告期满后十五日内向本院递交上诉状及副本，上诉于上级人民法院。特此公告。: [236, 1156, 330, 1252]
- notice-title: 广东省深圳市中级人民法院: [27, 1475, 83, 1481]
- column-label-3: 5/8 中缝: [248, 60, 316, 78]
- column-header: 公告专栏: [354, 94, 440, 110]
- notice-title: 新疆维吾尔自治区阿克苏地区中级人民法院: [125, 1034, 213, 1040]
- notice-title: 新疆维吾尔自治区阿克苏地区中级人民法院: [239, 766, 327, 772]
- notice-body: 本院受理原告诉被告合同纠纷一案，因你下落不明，依照《中华人民共和国民事诉讼法》第九十五条之规定，向你公告送达起诉状副本、应诉通知书、举证通知书、开庭传票及民事判决书等。自公告之日起经过三十日即视为送达。提出答辩状和举证的期限分别为公告期满后的十五日和三十日内。本案定于举证期满后第三日上午九时在本院第三法庭公开开庭审理，逾期将依法缺席判决。如不服本判决，可在公告期满后十五日内向本院递交上诉状及副本，上诉于上级人民法院。特此公告。本院受理原告诉被告合同纠纷一案，因你下落不明，依照《中华人民共和国民事诉讼法》第九十五条之规定，向你公告送达起诉状副本、应诉通知书、举证通知书、开庭传票及民事判决书等。自公告之日起经过三十日即视为送达。提出答辩状和举证的期限分别为公告期满后的十五日和三十日内。本案定于举证期满后第三日上午九时在本院第三法庭公开开庭审理，逾期将依法缺席判决。如不服本判决，可在公告期满后十五日内向本院递交上诉状及副本，上诉于上级人民法院。特此公告。: [236, 1808, 330, 1904]
- court-notice: [8, 603, 102, 658]
- court-notice: [122, 1092, 216, 1194]
- court-notice: [8, 1965, 102, 2067]
- court-notice: [350, 1042, 444, 1097]
- notice-title: 新疆维吾尔自治区阿克苏地区中级人民法院: [353, 553, 441, 559]
- court-notice: [8, 1150, 102, 1252]
- court-notice: [350, 448, 444, 550]
- notice-body: 本院受理原告诉被告合同纠纷一案，因你下落不明，依照《中华人民共和国民事诉讼法》第九十五条之规定，向你公告送达起诉状副本、应诉通知书、举证通知书、开庭传票及民事判决书等。自公告之日起经过三十日即视为送达。提出答辩状和举证的期限分别为公告期满后的十五日和三十日内。本案定于举证期满后第三日上午九时在本院第三法庭公开开庭审理，逾期将依法缺席判决。如不服本判决，可在公告期满后十五日内向本院递交上诉状及副本，上诉于上级人民法院。特此公告。本院受理原告诉被告合同纠纷一案，因你下落不明，依照《中华人民共和国民事诉讼法》第九十五条之规定，向你公告送达起诉状副本、应诉通知书、举证通知书、开庭传票及民事判决书等。自公告之日起经过三十日即视为送达。提出答辩状和举证的期限分别为公告期满后的十五日和三十日内。本案定于举证期满后第三日上午九时在本院第三法庭公开开庭审理，逾期将依法缺席判决。如不服本判决，可在公告期满后十五日内向本院递交上诉状及副本，上诉于上级人民法院。特此公告。: [350, 1270, 444, 1366]
- column-label-4: 6/7 中缝: [362, 60, 430, 78]
- notice-title: 北京市朝阳区人民法院: [260, 2070, 306, 2076]
- court-notice: [350, 2192, 444, 2246]
- notice-body: 本院受理原告诉被告合同纠纷一案，因你下落不明，依照《中华人民共和国民事诉讼法》第九十五条之规定，向你公告送达起诉状副本、应诉通知书、举证通知书、开庭传票及民事判决书等。自公告之日起经过三十日即视为送达。提出答辩状和举证的期限分别为公告期满后的十五日和三十日内。本案定于举证期满后第三日上午九时在本院第三法庭公开开庭审理，逾期将依法缺席判决。如不服本判决，可在公告期满后十五日内向本院递交上诉状及副本，上诉于上级人民法院。特此公告。: [350, 723, 444, 771]
- notice-body: 本院受理原告诉被告合同纠纷一案，因你下落不明，依照《中华人民共和国民事诉讼法》第九十五条之规定，向你公告送达起诉状副本、应诉通知书、举证通知书、开庭传票及民事判决书等。自公告之日起经过三十日即视为送达。提出答辩状和举证的期限分别为公告期满后的十五日和三十日内。本案定于举证期满后第三日上午九时在本院第三法庭公开开庭审理，逾期将依法缺席判决。如不服本判决，可在公告期满后十五日内向本院递交上诉状及副本，上诉于上级人民法院。特此公告。: [350, 2035, 444, 2083]
- notice-body: 本院受理原告诉被告合同纠纷一案，因你下落不明，依照《中华人民共和国民事诉讼法》第九十五条之规定，向你公告送达起诉状副本、应诉通知书、举证通知书、开庭传票及民事判决书等。自公告之日起经过三十日即视为送达。提出答辩状和举证的期限分别为公告期满后的十五日和三十日内。本案定于举证期满后第三日上午九时在本院第三法庭公开开庭审理，逾期将依法缺席判决。如不服本判决，可在公告期满后十五日内向本院递交上诉状及副本，上诉于上级人民法院。特此公告。本院受理原告诉被告合同纠纷一案，因你下落不明，依照《中华人民共和国民事诉讼法》第九十五条之规定，向你公告送达起诉状副本、应诉通知书、举证通知书、开庭传票及民事判决书等。自公告之日起经过三十日即视为送达。提出答辩状和举证的期限分别为公告期满后的十五日和三十日内。本案定于举证期满后第三日上午九时在本院第三法庭公开开庭审理，逾期将依法缺席判决。如不服本判决，可在公告期满后十五日内向本院递交上诉状及副本，上诉于上级人民法院。特此公告。: [8, 178, 102, 274]
- notice-title: 上海市浦东新区人民法院: [29, 440, 81, 446]
- notice-title: 河南省郑州市中级人民法院: [369, 1100, 425, 1106]
- notice-title: 山东省青岛市中级人民法院: [255, 114, 311, 119]
- notice-title: 四川省成都市中级人民法院: [255, 1475, 311, 1481]
- notice-body: 本院受理原告诉被告合同纠纷一案，因你下落不明，依照《中华人民共和国民事诉讼法》第九十五条之规定，向你公告送达起诉状副本、应诉通知书、举证通知书、开庭传票及民事判决书等。自公告之日起经过三十日即视为送达。提出答辩状和举证的期限分别为公告期满后的十五日和三十日内。本案定于举证期满后第三日上午九时在本院第三法庭公开开庭审理，逾期将依法缺席判决。如不服本判决，可在公告期满后十五日内向本院递交上诉状及副本，上诉于上级人民法院。特此公告。: [8, 936, 102, 984]
- notice-body: 本院受理原告诉被告合同纠纷一案，因你下落不明，依照《中华人民共和国民事诉讼法》第九十五条之规定，向你公告送达起诉状副本、应诉通知书、举证通知书、开庭传票及民事判决书等。自公告之日起经过三十日即视为送达。提出答辩状和举证的期限分别为公告期满后的十五日和三十日内。本案定于举证期满后第三日上午九时在本院第三法庭公开开庭审理，逾期将依法缺席判决。如不服本判决，可在公告期满后十五日内向本院递交上诉状及副本，上诉于上级人民法院。特此公告。: [8, 2077, 102, 2125]
- notice-body: 本院受理原告诉被告合同纠纷一案，因你下落不明，依照《中华人民共和国民事诉讼法》第九十五条之规定，向你公告送达起诉状副本、应诉通知书、举证通知书、开庭传票及民事判决书等。自公告之日起经过三十日即视为送达。提出答辩状和举证的期限分别为公告期满后的十五日和三十日内。本案定于举证期满后第三日上午九时在本院第三法庭公开开庭审理，逾期将依法缺席判决。如不服本判决，可在公告期满后十五日内向本院递交上诉状及副本，上诉于上级人民法院。特此公告。本院受理原告诉被告合同纠纷一案，因你下落不明，依照《中华人民共和国民事诉讼法》第九十五条之规定，向你公告送达起诉状副本、应诉通知书、举证通知书、开庭传票及民事判决书等。自公告之日起经过三十日即视为送达。提出答辩状和举证的期限分别为公告期满后的十五日和三十日内。本案定于举证期满后第三日上午九时在本院第三法庭公开开庭审理，逾期将依法缺席判决。如不服本判决，可在公告期满后十五日内向本院递交上诉状及副本，上诉于上级人民法院。特此公告。: [8, 993, 102, 1089]
- notice-title: 山东省青岛市中级人民法院: [27, 1744, 83, 1750]
- court-notice: [8, 987, 102, 1089]
- notice-title: 四川省成都市中级人民法院: [141, 1752, 197, 1758]
- notice-title: 福建省厦门市中级人民法院: [369, 285, 425, 291]
- court-notice: [350, 122, 444, 224]
- notice-body: 本院受理原告诉被告合同纠纷一案，因你下落不明，依照《中华人民共和国民事诉讼法》第九十五条之规定，向你公告送达起诉状副本、应诉通知书、举证通知书、开庭传票及民事判决书等。自公告之日起经过三十日即视为送达。提出答辩状和举证的期限分别为公告期满后的十五日和三十日内。本案定于举证期满后第三日上午九时在本院第三法庭公开开庭审理，逾期将依法缺席判决。如不服本判决，可在公告期满后十五日内向本院递交上诉状及副本，上诉于上级人民法院。特此公告。本院受理原告诉被告合同纠纷一案，因你下落不明，依照《中华人民共和国民事诉讼法》第九十五条之规定，向你公告送达起诉状副本、应诉通知书、举证通知书、开庭传票及民事判决书等。自公告之日起经过三十日即视为送达。提出答辩状和举证的期限分别为公告期满后的十五日和三十日内。本案定于举证期满后第三日上午九时在本院第三法庭公开开庭审理，逾期将依法缺席判决。如不服本判决，可在公告期满后十五日内向本院递交上诉状及副本，上诉于上级人民法院。特此公告。: [236, 504, 330, 600]
- notice-title: 广东省深圳市中级人民法院: [255, 2127, 311, 2133]
- court-notice: [350, 390, 444, 445]
- court-notice: [122, 1694, 216, 1749]
- court-notice: [122, 545, 216, 600]
- column-label-1: 1/4 中缝: [21, 60, 89, 78]
- notice-body: 本院受理原告诉被告合同纠纷一案，因你下落不明，依照《中华人民共和国民事诉讼法》第九十五条之规定，向你公告送达起诉状副本、应诉通知书、举证通知书、开庭传票及民事判决书等。自公告之日起经过三十日即视为送达。提出答辩状和举证的期限分别为公告期满后的十五日和三十日内。本案定于举证期满后第三日上午九时在本院第三法庭公开开庭审理，逾期将依法缺席判决。如不服本判决，可在公告期满后十五日内向本院递交上诉状及副本，上诉于上级人民法院。特此公告。: [122, 2027, 216, 2075]
- notice-body: 本院受理原告诉被告合同纠纷一案，因你下落不明，依照《中华人民共和国民事诉讼法》第九十五条之规定，向你公告送达起诉状副本、应诉通知书、举证通知书、开庭传票及民事判决书等。自公告之日起经过三十日即视为送达。提出答辩状和举证的期限分别为公告期满后的十五日和三十日内。本案定于举证期满后第三日上午九时在本院第三法庭公开开庭审理，逾期将依法缺席判决。如不服本判决，可在公告期满后十五日内向本院递交上诉状及副本，上诉于上级人民法院。特此公告。本院受理原告诉被告合同纠纷一案，因你下落不明，依照《中华人民共和国民事诉讼法》第九十五条之规定，向你公告送达起诉状副本、应诉通知书、举证通知书、开庭传票及民事判决书等。自公告之日起经过三十日即视为送达。提出答辩状和举证的期限分别为公告期满后的十五日和三十日内。本案定于举证期满后第三日上午九时在本院第三法庭公开开庭审理，逾期将依法缺席判决。如不服本判决，可在公告期满后十五日内向本院递交上诉状及副本，上诉于上级人民法院。特此公告。: [236, 993, 330, 1089]
- notice-title: 福建省厦门市中级人民法院: [369, 1426, 425, 1432]
- notice-title: 浙江省杭州市中级人民法院: [27, 1638, 83, 1644]
- notice-title: 广东省深圳市中级人民法院: [255, 986, 311, 992]
- notice-title: 安徽省合肥市中级人民法院: [255, 1744, 311, 1750]
- notice-title: 江苏省宿迁市中级人民法院: [255, 823, 311, 829]
- notice-title: 安徽省合肥市中级人民法院: [27, 1092, 83, 1098]
- court-notice: [350, 1752, 444, 1854]
- notice-body: 本院受理原告诉被告合同纠纷一案，因你下落不明，依照《中华人民共和国民事诉讼法》第九十五条之规定，向你公告送达起诉状副本、应诉通知书、举证通知书、开庭传票及民事判决书等。自公告之日起经过三十日即视为送达。提出答辩状和举证的期限分别为公告期满后的十五日和三十日内。本案定于举证期满后第三日上午九时在本院第三法庭公开开庭审理，逾期将依法缺席判决。如不服本判决，可在公告期满后十五日内向本院递交上诉状及副本，上诉于上级人民法院。特此公告。: [8, 1099, 102, 1147]
- notice-body: 本院受理原告诉被告合同纠纷一案，因你下落不明，依照《中华人民共和国民事诉讼法》第九十五条之规定，向你公告送达起诉状副本、应诉通知书、举证通知书、开庭传票及民事判决书等。自公告之日起经过三十日即视为送达。提出答辩状和举证的期限分别为公告期满后的十五日和三十日内。本案定于举证期满后第三日上午九时在本院第三法庭公开开庭审理，逾期将依法缺席判决。如不服本判决，可在公告期满后十五日内向本院递交上诉状及副本，上诉于上级人民法院。特此公告。本院受理原告诉被告合同纠纷一案，因你下落不明，依照《中华人民共和国民事诉讼法》第九十五条之规定，向你公告送达起诉状副本、应诉通知书、举证通知书、开庭传票及民事判决书等。自公告之日起经过三十日即视为送达。提出答辩状和举证的期限分别为公告期满后的十五日和三十日内。本案定于举证期满后第三日上午九时在本院第三法庭公开开庭审理，逾期将依法缺席判决。如不服本判决，可在公告期满后十五日内向本院递交上诉状及副本，上诉于上级人民法院。特此公告。: [122, 2085, 216, 2181]
- notice-title: 上海市浦东新区人民法院: [371, 879, 423, 885]
- court-notice: [122, 1360, 216, 1415]
- court-notice: [122, 1858, 216, 1913]
- notice-title: 湖北省武汉市中级人民法院: [27, 766, 83, 772]
- court-notice: [8, 766, 102, 821]
- notice-body: 本院受理原告诉被告合同纠纷一案，因你下落不明，依照《中华人民共和国民事诉讼法》第九十五条之规定，向你公告送达起诉状副本、应诉通知书、举证通知书、开庭传票及民事判决书等。自公告之日起经过三十日即视为送达。提出答辩状和举证的期限分别为公告期满后的十五日和三十日内。本案定于举证期满后第三日上午九时在本院第三法庭公开开庭审理，逾期将依法缺席判决。如不服本判决，可在公告期满后十五日内向本院递交上诉状及副本，上诉于上级人民法院。特此公告。本院受理原告诉被告合同纠纷一案，因你下落不明，依照《中华人民共和国民事诉讼法》第九十五条之规定，向你公告送达起诉状副本、应诉通知书、举证通知书、开庭传票及民事判决书等。自公告之日起经过三十日即视为送达。提出答辩状和举证的期限分别为公告期满后的十五日和三十日内。本案定于举证期满后第三日上午九时在本院第三法庭公开开庭审理，逾期将依法缺席判决。如不服本判决，可在公告期满后十五日内向本院递交上诉状及副本，上诉于上级人民法院。特此公告。: [8, 341, 102, 437]
- notice-title: 辽宁省沈阳市中级人民法院: [369, 1368, 425, 1374]
- notice-body: 本院受理原告诉被告合同纠纷一案，因你下落不明，依照《中华人民共和国民事诉讼法》第九十五条之规定，向你公告送达起诉状副本、应诉通知书、举证通知书、开庭传票及民事判决书等。自公告之日起经过三十日即视为送达。提出答辩状和举证的期限分别为公告期满后的十五日和三十日内。本案定于举证期满后第三日上午九时在本院第三法庭公开开庭审理，逾期将依法缺席判决。如不服本判决，可在公告期满后十五日内向本院递交上诉状及副本，上诉于上级人民法院。特此公告。本院受理原告诉被告合同纠纷一案，因你下落不明，依照《中华人民共和国民事诉讼法》第九十五条之规定，向你公告送达起诉状副本、应诉通知书、举证通知书、开庭传票及民事判决书等。自公告之日起经过三十日即视为送达。提出答辩状和举证的期限分别为公告期满后的十五日和三十日内。本案定于举证期满后第三日上午九时在本院第三法庭公开开庭审理，逾期将依法缺席判决。如不服本判决，可在公告期满后十五日内向本院递交上诉状及副本，上诉于上级人民法院。特此公告。: [8, 2134, 102, 2230]
- notice-title: 新疆维吾尔自治区阿克苏地区中级人民法院: [353, 1694, 441, 1700]
- notice-title: 四川省成都市中级人民法院: [27, 1964, 83, 1970]
- notice-body: 本院受理原告诉被告合同纠纷一案，因你下落不明，依照《中华人民共和国民事诉讼法》第九十五条之规定，向你公告送达起诉状副本、应诉通知书、举证通知书、开庭传票及民事判决书等。自公告之日起经过三十日即视为送达。提出答辩状和举证的期限分别为公告期满后的十五日和三十日内。本案定于举证期满后第三日上午九时在本院第三法庭公开开庭审理，逾期将依法缺席判决。如不服本判决，可在公告期满后十五日内向本院递交上诉状及副本，上诉于上级人民法院。特此公告。: [8, 284, 102, 332]
- notice-title: 湖北省武汉市中级人民法院: [255, 277, 311, 283]
- notice-body: 本院受理原告诉被告合同纠纷一案，因你下落不明，依照《中华人民共和国民事诉讼法》第九十五条之规定，向你公告送达起诉状副本、应诉通知书、举证通知书、开庭传票及民事判决书等。自公告之日起经过三十日即视为送达。提出答辩状和举证的期限分别为公告期满后的十五日和三十日内。本案定于举证期满后第三日上午九时在本院第三法庭公开开庭审理，逾期将依法缺席判决。如不服本判决，可在公告期满后十五日内向本院递交上诉状及副本，上诉于上级人民法院。特此公告。: [236, 773, 330, 821]
- notice-body: 本院受理原告诉被告合同纠纷一案，因你下落不明，依照《中华人民共和国民事诉讼法》第九十五条之规定，向你公告送达起诉状副本、应诉通知书、举证通知书、开庭传票及民事判决书等。自公告之日起经过三十日即视为送达。提出答辩状和举证的期限分别为公告期满后的十五日和三十日内。本案定于举证期满后第三日上午九时在本院第三法庭公开开庭审理，逾期将依法缺席判决。如不服本判决，可在公告期满后十五日内向本院递交上诉状及副本，上诉于上级人民法院。特此公告。本院受理原告诉被告合同纠纷一案，因你下落不明，依照《中华人民共和国民事诉讼法》第九十五条之规定，向你公告送达起诉状副本、应诉通知书、举证通知书、开庭传票及民事判决书等。自公告之日起经过三十日即视为送达。提出答辩状和举证的期限分别为公告期满后的十五日和三十日内。本案定于举证期满后第三日上午九时在本院第三法庭公开开庭审理，逾期将依法缺席判决。如不服本判决，可在公告期满后十五日内向本院递交上诉状及副本，上诉于上级人民法院。特此公告。: [236, 667, 330, 763]
- notice-body: 本院受理原告诉被告合同纠纷一案，因你下落不明，依照《中华人民共和国民事诉讼法》第九十五条之规定，向你公告送达起诉状副本、应诉通知书、举证通知书、开庭传票及民事判决书等。自公告之日起经过三十日即视为送达。提出答辩状和举证的期限分别为公告期满后的十五日和三十日内。本案定于举证期满后第三日上午九时在本院第三法庭公开开庭审理，逾期将依法缺席判决。如不服本判决，可在公告期满后十五日内向本院递交上诉状及副本，上诉于上级人民法院。特此公告。本院受理原告诉被告合同纠纷一案，因你下落不明，依照《中华人民共和国民事诉讼法》第九十五条之规定，向你公告送达起诉状副本、应诉通知书、举证通知书、开庭传票及民事判决书等。自公告之日起经过三十日即视为送达。提出答辩状和举证的期限分别为公告期满后的十五日和三十日内。本案定于举证期满后第三日上午九时在本院第三法庭公开开庭审理，逾期将依法缺席判决。如不服本判决，可在公告期满后十五日内向本院递交上诉状及副本，上诉于上级人民法院。特此公告。: [122, 610, 216, 706]
- notice-title: 贵州省贵阳市中级人民法院: [141, 2078, 197, 2084]
- notice-body: 本院受理原告诉被告合同纠纷一案，因你下落不明，依照《中华人民共和国民事诉讼法》第九十五条之规定，向你公告送达起诉状副本、应诉通知书、举证通知书、开庭传票及民事判决书等。自公告之日起经过三十日即视为送达。提出答辩状和举证的期限分别为公告期满后的十五日和三十日内。本案定于举证期满后第三日上午九时在本院第三法庭公开开庭审理，逾期将依法缺席判决。如不服本判决，可在公告期满后十五日内向本院递交上诉状及副本，上诉于上级人民法院。特此公告。: [122, 1864, 216, 1912]
- notice-body: 本院受理原告诉被告合同纠纷一案，因你下落不明，依照《中华人民共和国民事诉讼法》第九十五条之规定，向你公告送达起诉状副本、应诉通知书、举证通知书、开庭传票及民事判决书等。自公告之日起经过三十日即视为送达。提出答辩状和举证的期限分别为公告期满后的十五日和三十日内。本案定于举证期满后第三日上午九时在本院第三法庭公开开庭审理，逾期将依法缺席判决。如不服本判决，可在公告期满后十五日内向本院递交上诉状及副本，上诉于上级人民法院。特此公告。本院受理原告诉被告合同纠纷一案，因你下落不明，依照《中华人民共和国民事诉讼法》第九十五条之规定，向你公告送达起诉状副本、应诉通知书、举证通知书、开庭传票及民事判决书等。自公告之日起经过三十日即视为送达。提出答辩状和举证的期限分别为公告期满后的十五日和三十日内。本案定于举证期满后第三日上午九时在本院第三法庭公开开庭审理，逾期将依法缺席判决。如不服本判决，可在公告期满后十五日内向本院递交上诉状及副本，上诉于上级人民法院。特此公告。: [236, 341, 330, 437]
- court-notice: [8, 277, 102, 332]
- notice-body: 本院受理原告诉被告合同纠纷一案，因你下落不明，依照《中华人民共和国民事诉讼法》第九十五条之规定，向你公告送达起诉状副本、应诉通知书、举证通知书、开庭传票及民事判决书等。自公告之日起经过三十日即视为送达。提出答辩状和举证的期限分别为公告期满后的十五日和三十日内。本案定于举证期满后第三日上午九时在本院第三法庭公开开庭审理，逾期将依法缺席判决。如不服本判决，可在公告期满后十五日内向本院递交上诉状及副本，上诉于上级人民法院。特此公告。: [236, 1262, 330, 1310]
- notice-title: 江苏省宿迁市中级人民法院: [369, 611, 425, 617]
- notice-title: 山东省青岛市中级人民法院: [369, 1042, 425, 1048]
- court-notice: [350, 937, 444, 1039]
- notice-body: 本院受理原告诉被告合同纠纷一案，因你下落不明，依照《中华人民共和国民事诉讼法》第九十五条之规定，向你公告送达起诉状副本、应诉通知书、举证通知书、开庭传票及民事判决书等。自公告之日起经过三十日即视为送达。提出答辩状和举证的期限分别为公告期满后的十五日和三十日内。本案定于举证期满后第三日上午九时在本院第三法庭公开开庭审理，逾期将依法缺席判决。如不服本判决，可在公告期满后十五日内向本院递交上诉状及副本，上诉于上级人民法院。特此公告。本院受理原告诉被告合同纠纷一案，因你下落不明，依照《中华人民共和国民事诉讼法》第九十五条之规定，向你公告送达起诉状副本、应诉通知书、举证通知书、开庭传票及民事判决书等。自公告之日起经过三十日即视为送达。提出答辩状和举证的期限分别为公告期满后的十五日和三十日内。本案定于举证期满后第三日上午九时在本院第三法庭公开开庭审理，逾期将依法缺席判决。如不服本判决，可在公告期满后十五日内向本院递交上诉状及副本，上诉于上级人民法院。特此公告。: [236, 830, 330, 926]
- court-notice: [8, 335, 102, 437]
- notice-body: 本院受理原告诉被告合同纠纷一案，因你下落不明，依照《中华人民共和国民事诉讼法》第九十五条之规定，向你公告送达起诉状副本、应诉通知书、举证通知书、开庭传票及民事判决书等。自公告之日起经过三十日即视为送达。提出答辩状和举证的期限分别为公告期满后的十五日和三十日内。本案定于举证期满后第三日上午九时在本院第三法庭公开开庭审理，逾期将依法缺席判决。如不服本判决，可在公告期满后十五日内向本院递交上诉状及副本，上诉于上级人民法院。特此公告。本院受理原告诉被告合同纠纷一案，因你下落不明，依照《中华人民共和国民事诉讼法》第九十五条之规定，向你公告送达起诉状副本、应诉通知书、举证通知书、开庭传票及民事判决书等。自公告之日起经过三十日即视为送达。提出答辩状和举证的期限分别为公告期满后的十五日和三十日内。本案定于举证期满后第三日上午九时在本院第三法庭公开开庭审理，逾期将依法缺席判决。如不服本判决，可在公告期满后十五日内向本院递交上诉状及副本，上诉于上级人民法院。特此公告。: [8, 504, 102, 600]
- court-notice: [350, 1694, 444, 1749]
- notice-body: 本院受理原告诉被告合同纠纷一案，因你下落不明，依照《中华人民共和国民事诉讼法》第九十五条之规定，向你公告送达起诉状副本、应诉通知书、举证通知书、开庭传票及民事判决书等。自公告之日起经过三十日即视为送达。提出答辩状和举证的期限分别为公告期满后的十五日和三十日内。本案定于举证期满后第三日上午九时在本院第三法庭公开开庭审理，逾期将依法缺席判决。如不服本判决，可在公告期满后十五日内向本院递交上诉状及副本，上诉于上级人民法院。特此公告。: [8, 773, 102, 821]
- court-notice: [350, 716, 444, 771]
- notice-title: 河南省郑州市中级人民法院: [27, 660, 83, 666]
- court-notice: [236, 172, 330, 274]
- notice-body: 本院受理原告诉被告合同纠纷一案，因你下落不明，依照《中华人民共和国民事诉讼法》第九十五条之规定，向你公告送达起诉状副本、应诉通知书、举证通知书、开庭传票及民事判决书等。自公告之日起经过三十日即视为送达。提出答辩状和举证的期限分别为公告期满后的十五日和三十日内。本案定于举证期满后第三日上午九时在本院第三法庭公开开庭审理，逾期将依法缺席判决。如不服本判决，可在公告期满后十五日内向本院递交上诉状及副本，上诉于上级人民法院。特此公告。: [122, 1041, 216, 1089]
- notice-title: 山东省青岛市中级人民法院: [255, 1255, 311, 1261]
- notice-body: 本院受理原告诉被告合同纠纷一案，因你下落不明，依照《中华人民共和国民事诉讼法》第九十五条之规定，向你公告送达起诉状副本、应诉通知书、举证通知书、开庭传票及民事判决书等。自公告之日起经过三十日即视为送达。提出答辩状和举证的期限分别为公告期满后的十五日和三十日内。本案定于举证期满后第三日上午九时在本院第三法庭公开开庭审理，逾期将依法缺席判决。如不服本判决，可在公告期满后十五日内向本院递交上诉状及副本，上诉于上级人民法院。特此公告。本院受理原告诉被告合同纠纷一案，因你下落不明，依照《中华人民共和国民事诉讼法》第九十五条之规定，向你公告送达起诉状副本、应诉通知书、举证通知书、开庭传票及民事判决书等。自公告之日起经过三十日即视为送达。提出答辩状和举证的期限分别为公告期满后的十五日和三十日内。本案定于举证期满后第三日上午九时在本院第三法庭公开开庭审理，逾期将依法缺席判决。如不服本判决，可在公告期满后十五日内向本院递交上诉状及副本，上诉于上级人民法院。特此公告。: [122, 1099, 216, 1195]
- notice-body: 本院受理原告诉被告合同纠纷一案，因你下落不明，依照《中华人民共和国民事诉讼法》第九十五条之规定，向你公告送达起诉状副本、应诉通知书、举证通知书、开庭传票及民事判决书等。自公告之日起经过三十日即视为送达。提出答辩状和举证的期限分别为公告期满后的十五日和三十日内。本案定于举证期满后第三日上午九时在本院第三法庭公开开庭审理，逾期将依法缺席判决。如不服本判决，可在公告期满后十五日内向本院递交上诉状及副本，上诉于上级人民法院。特此公告。: [236, 1751, 330, 1799]
- notice-body: 本院受理原告诉被告合同纠纷一案，因你下落不明，依照《中华人民共和国民事诉讼法》第九十五条之规定，向你公告送达起诉状副本、应诉通知书、举证通知书、开庭传票及民事判决书等。自公告之日起经过三十日即视为送达。提出答辩状和举证的期限分别为公告期满后的十五日和三十日内。本案定于举证期满后第三日上午九时在本院第三法庭公开开庭审理，逾期将依法缺席判决。如不服本判决，可在公告期满后十五日内向本院递交上诉状及副本，上诉于上级人民法院。特此公告。本院受理原告诉被告合同纠纷一案，因你下落不明，依照《中华人民共和国民事诉讼法》第九十五条之规定，向你公告送达起诉状副本、应诉通知书、举证通知书、开庭传票及民事判决书等。自公告之日起经过三十日即视为送达。提出答辩状和举证的期限分别为公告期满后的十五日和三十日内。本案定于举证期满后第三日上午九时在本院第三法庭公开开庭审理，逾期将依法缺席判决。如不服本判决，可在公告期满后十五日内向本院递交上诉状及副本，上诉于上级人民法院。特此公告。: [8, 1645, 102, 1741]
- notice-title: 上海市浦东新区人民法院: [371, 2028, 423, 2034]
- court-notice: [350, 553, 444, 608]
- notice-body: 本院受理原告诉被告合同纠纷一案，因你下落不明，依照《中华人民共和国民事诉讼法》第九十五条之规定，向你公告送达起诉状副本、应诉通知书、举证通知书、开庭传票及民事判决书等。自公告之日起经过三十日即视为送达。提出答辩状和举证的期限分别为公告期满后的十五日和三十日内。本案定于举证期满后第三日上午九时在本院第三法庭公开开庭审理，逾期将依法缺席判决。如不服本判决，可在公告期满后十五日内向本院递交上诉状及副本，上诉于上级人民法院。特此公告。: [8, 447, 102, 495]
- court-notice: [236, 1581, 330, 1636]
- court-notice: [236, 824, 330, 926]
- notice-body: 本院受理原告诉被告合同纠纷一案，因你下落不明，依照《中华人民共和国民事诉讼法》第九十五条之规定，向你公告送达起诉状副本、应诉通知书、举证通知书、开庭传票及民事判决书等。自公告之日起经过三十日即视为送达。提出答辩状和举证的期限分别为公告期满后的十五日和三十日内。本案定于举证期满后第三日上午九时在本院第三法庭公开开庭审理，逾期将依法缺席判决。如不服本判决，可在公告期满后十五日内向本院递交上诉状及副本，上诉于上级人民法院。特此公告。: [8, 610, 102, 658]
- court-notice: [122, 1915, 216, 2017]
- notice-title: 新疆维吾尔自治区阿克苏地区中级人民法院: [11, 1255, 99, 1261]
- court-notice: [350, 227, 444, 282]
- notice-title: 上海市浦东新区人民法院: [29, 1581, 81, 1587]
- court-notice: [122, 2184, 216, 2239]
- notice-title: 贵州省贵阳市中级人民法院: [27, 1149, 83, 1155]
- court-notice: [122, 766, 216, 868]
- court-notice: [8, 498, 102, 600]
- court-notice: [350, 2029, 444, 2084]
- court-notice: [350, 1923, 444, 2025]
- notice-column-2: [120, 90, 218, 2238]
- notice-column-1: [6, 90, 104, 2230]
- notice-title: 辽宁省沈阳市中级人民法院: [27, 929, 83, 935]
- notice-title: 福建省厦门市中级人民法院: [27, 986, 83, 992]
- notice-body: 本院受理原告诉被告合同纠纷一案，因你下落不明，依照《中华人民共和国民事诉讼法》第九十五条之规定，向你公告送达起诉状副本、应诉通知书、举证通知书、开庭传票及民事判决书等。自公告之日起经过三十日即视为送达。提出答辩状和举证的期限分别为公告期满后的十五日和三十日内。本案定于举证期满后第三日上午九时在本院第三法庭公开开庭审理，逾期将依法缺席判决。如不服本判决，可在公告期满后十五日内向本院递交上诉状及副本，上诉于上级人民法院。特此公告。本院受理原告诉被告合同纠纷一案，因你下落不明，依照《中华人民共和国民事诉讼法》第九十五条之规定，向你公告送达起诉状副本、应诉通知书、举证通知书、开庭传票及民事判决书等。自公告之日起经过三十日即视为送达。提出答辩状和举证的期限分别为公告期满后的十五日和三十日内。本案定于举证期满后第三日上午九时在本院第三法庭公开开庭审理，逾期将依法缺席判决。如不服本判决，可在公告期满后十五日内向本院递交上诉状及副本，上诉于上级人民法院。特此公告。: [8, 1319, 102, 1415]
- notice-body: 本院受理原告诉被告合同纠纷一案，因你下落不明，依照《中华人民共和国民事诉讼法》第九十五条之规定，向你公告送达起诉状副本、应诉通知书、举证通知书、开庭传票及民事判决书等。自公告之日起经过三十日即视为送达。提出答辩状和举证的期限分别为公告期满后的十五日和三十日内。本案定于举证期满后第三日上午九时在本院第三法庭公开开庭审理，逾期将依法缺席判决。如不服本判决，可在公告期满后十五日内向本院递交上诉状及副本，上诉于上级人民法院。特此公告。: [8, 1914, 102, 1962]
- court-notice: [122, 114, 216, 216]
- notice-body: 本院受理原告诉被告合同纠纷一案，因你下落不明，依照《中华人民共和国民事诉讼法》第九十五条之规定，向你公告送达起诉状副本、应诉通知书、举证通知书、开庭传票及民事判决书等。自公告之日起经过三十日即视为送达。提出答辩状和举证的期限分别为公告期满后的十五日和三十日内。本案定于举证期满后第三日上午九时在本院第三法庭公开开庭审理，逾期将依法缺席判决。如不服本判决，可在公告期满后十五日内向本院递交上诉状及副本，上诉于上级人民法院。特此公告。: [8, 1751, 102, 1799]
- notice-body: 本院受理原告诉被告合同纠纷一案，因你下落不明，依照《中华人民共和国民事诉讼法》第九十五条之规定，向你公告送达起诉状副本、应诉通知书、举证通知书、开庭传票及民事判决书等。自公告之日起经过三十日即视为送达。提出答辩状和举证的期限分别为公告期满后的十五日和三十日内。本案定于举证期满后第三日上午九时在本院第三法庭公开开庭审理，逾期将依法缺席判决。如不服本判决，可在公告期满后十五日内向本院递交上诉状及副本，上诉于上级人民法院。特此公告。本院受理原告诉被告合同纠纷一案，因你下落不明，依照《中华人民共和国民事诉讼法》第九十五条之规定，向你公告送达起诉状副本、应诉通知书、举证通知书、开庭传票及民事判决书等。自公告之日起经过三十日即视为送达。提出答辩状和举证的期限分别为公告期满后的十五日和三十日内。本案定于举证期满后第三日上午九时在本院第三法庭公开开庭审理，逾期将依法缺席判决。如不服本判决，可在公告期满后十五日内向本院递交上诉状及副本，上诉于上级人民法院。特此公告。: [8, 1971, 102, 2067]
- court-notice: [8, 1744, 102, 1799]
- notice-title: 福建省厦门市中级人民法院: [255, 497, 311, 503]
- notice-body: 本院受理原告诉被告合同纠纷一案，因你下落不明，依照《中华人民共和国民事诉讼法》第九十五条之规定，向你公告送达起诉状副本、应诉通知书、举证通知书、开庭传票及民事判决书等。自公告之日起经过三十日即视为送达。提出答辩状和举证的期限分别为公告期满后的十五日和三十日内。本案定于举证期满后第三日上午九时在本院第三法庭公开开庭审理，逾期将依法缺席判决。如不服本判决，可在公告期满后十五日内向本院递交上诉状及副本，上诉于上级人民法院。特此公告。本院受理原告诉被告合同纠纷一案，因你下落不明，依照《中华人民共和国民事诉讼法》第九十五条之规定，向你公告送达起诉状副本、应诉通知书、举证通知书、开庭传票及民事判决书等。自公告之日起经过三十日即视为送达。提出答辩状和举证的期限分别为公告期满后的十五日和三十日内。本案定于举证期满后第三日上午九时在本院第三法庭公开开庭审理，逾期将依法缺席判决。如不服本判决，可在公告期满后十五日内向本院递交上诉状及副本，上诉于上级人民法院。特此公告。: [236, 178, 330, 274]
- court-notice: [236, 603, 330, 658]
- court-notice: [122, 440, 216, 542]
- notice-title: 辽宁省沈阳市中级人民法院: [141, 1857, 197, 1863]
- court-notice: [122, 1589, 216, 1691]
- court-notice: [236, 2128, 330, 2230]
- notice-title: 安徽省合肥市中级人民法院: [369, 390, 425, 396]
- notice-title: 河南省郑州市中级人民法院: [255, 1312, 311, 1318]
- court-notice: [122, 708, 216, 763]
- notice-column-4: [348, 90, 446, 2246]
- notice-title: 北京市朝阳区人民法院: [260, 929, 306, 935]
- notice-column-3: [234, 90, 332, 2230]
- notice-body: 本院受理原告诉被告合同纠纷一案，因你下落不明，依照《中华人民共和国民事诉讼法》第九十五条之规定，向你公告送达起诉状副本、应诉通知书、举证通知书、开庭传票及民事判决书等。自公告之日起经过三十日即视为送达。提出答辩状和举证的期限分别为公告期满后的十五日和三十日内。本案定于举证期满后第三日上午九时在本院第三法庭公开开庭审理，逾期将依法缺席判决。如不服本判决，可在公告期满后十五日内向本院递交上诉状及副本，上诉于上级人民法院。特此公告。: [236, 1914, 330, 1962]
- court-notice: [8, 1581, 102, 1636]
- court-notice: [122, 277, 216, 379]
- notice-title: 新疆维吾尔自治区阿克苏地区中级人民法院: [125, 2183, 213, 2189]
- notice-body: 本院受理原告诉被告合同纠纷一案，因你下落不明，依照《中华人民共和国民事诉讼法》第九十五条之规定，向你公告送达起诉状副本、应诉通知书、举证通知书、开庭传票及民事判决书等。自公告之日起经过三十日即视为送达。提出答辩状和举证的期限分别为公告期满后的十五日和三十日内。本案定于举证期满后第三日上午九时在本院第三法庭公开开庭审理，逾期将依法缺席判决。如不服本判决，可在公告期满后十五日内向本院递交上诉状及副本，上诉于上级人民法院。特此公告。: [8, 1262, 102, 1310]
- court-notice: [236, 1476, 330, 1578]
- notice-title: 河南省郑州市中级人民法院: [141, 1589, 197, 1595]
- notice-body: 本院受理原告诉被告合同纠纷一案，因你下落不明，依照《中华人民共和国民事诉讼法》第九十五条之规定，向你公告送达起诉状副本、应诉通知书、举证通知书、开庭传票及民事判决书等。自公告之日起经过三十日即视为送达。提出答辩状和举证的期限分别为公告期满后的十五日和三十日内。本案定于举证期满后第三日上午九时在本院第三法庭公开开庭审理，逾期将依法缺席判决。如不服本判决，可在公告期满后十五日内向本院递交上诉状及副本，上诉于上级人民法院。特此公告。本院受理原告诉被告合同纠纷一案，因你下落不明，依照《中华人民共和国民事诉讼法》第九十五条之规定，向你公告送达起诉状副本、应诉通知书、举证通知书、开庭传票及民事判决书等。自公告之日起经过三十日即视为送达。提出答辩状和举证的期限分别为公告期满后的十五日和三十日内。本案定于举证期满后第三日上午九时在本院第三法庭公开开庭审理，逾期将依法缺席判决。如不服本判决，可在公告期满后十五日内向本院递交上诉状及副本，上诉于上级人民法院。特此公告。: [350, 1107, 444, 1203]
- column-header: 人民法院公告: [126, 94, 212, 110]
- court-notice: [350, 1368, 444, 1423]
- court-notice: [122, 382, 216, 437]
- notice-title: 山东省青岛市中级人民法院: [141, 1523, 197, 1529]
- notice-title: 山东省青岛市中级人民法院: [369, 2191, 425, 2197]
- notice-title: 四川省成都市中级人民法院: [141, 603, 197, 609]
- notice-title: 江苏省宿迁市中级人民法院: [141, 1092, 197, 1098]
- court-notice: [122, 1255, 216, 1357]
- notice-body: 本院受理原告诉被告合同纠纷一案，因你下落不明，依照《中华人民共和国民事诉讼法》第九十五条之规定，向你公告送达起诉状副本、应诉通知书、举证通知书、开庭传票及民事判决书等。自公告之日起经过三十日即视为送达。提出答辩状和举证的期限分别为公告期满后的十五日和三十日内。本案定于举证期满后第三日上午九时在本院第三法庭公开开庭审理，逾期将依法缺席判决。如不服本判决，可在公告期满后十五日内向本院递交上诉状及副本，上诉于上级人民法院。特此公告。: [236, 1588, 330, 1636]
- notice-title: 福建省厦门市中级人民法院: [141, 766, 197, 772]
- court-notice: [8, 1639, 102, 1741]
- notice-title: 辽宁省沈阳市中级人民法院: [255, 1581, 311, 1587]
- notice-title: 四川省成都市中级人民法院: [369, 1263, 425, 1269]
- notice-title: 新疆维吾尔自治区阿克苏地区中级人民法院: [239, 1907, 327, 1913]
- notice-title: 河南省郑州市中级人民法院: [141, 440, 197, 446]
- court-notice: [236, 1313, 330, 1415]
- notice-body: 本院受理原告诉被告合同纠纷一案，因你下落不明，依照《中华人民共和国民事诉讼法》第九十五条之规定，向你公告送达起诉状副本、应诉通知书、举证通知书、开庭传票及民事判决书等。自公告之日起经过三十日即视为送达。提出答辩状和举证的期限分别为公告期满后的十五日和三十日内。本案定于举证期满后第三日上午九时在本院第三法庭公开开庭审理，逾期将依法缺席判决。如不服本判决，可在公告期满后十五日内向本院递交上诉状及副本，上诉于上级人民法院。特此公告。: [350, 397, 444, 445]
- notice-body: 本院受理原告诉被告合同纠纷一案，因你下落不明，依照《中华人民共和国民事诉讼法》第九十五条之规定，向你公告送达起诉状副本、应诉通知书、举证通知书、开庭传票及民事判决书等。自公告之日起经过三十日即视为送达。提出答辩状和举证的期限分别为公告期满后的十五日和三十日内。本案定于举证期满后第三日上午九时在本院第三法庭公开开庭审理，逾期将依法缺席判决。如不服本判决，可在公告期满后十五日内向本院递交上诉状及副本，上诉于上级人民法院。特此公告。: [236, 2077, 330, 2125]
- notice-title: 福建省厦门市中级人民法院: [27, 2127, 83, 2133]
- notice-title: 北京市朝阳区人民法院: [32, 1418, 78, 1424]
- notice-body: 本院受理原告诉被告合同纠纷一案，因你下落不明，依照《中华人民共和国民事诉讼法》第九十五条之规定，向你公告送达起诉状副本、应诉通知书、举证通知书、开庭传票及民事判决书等。自公告之日起经过三十日即视为送达。提出答辩状和举证的期限分别为公告期满后的十五日和三十日内。本案定于举证期满后第三日上午九时在本院第三法庭公开开庭审理，逾期将依法缺席判决。如不服本判决，可在公告期满后十五日内向本院递交上诉状及副本，上诉于上级人民法院。特此公告。: [350, 1538, 444, 1586]
- notice-body: 本院受理原告诉被告合同纠纷一案，因你下落不明，依照《中华人民共和国民事诉讼法》第九十五条之规定，向你公告送达起诉状副本、应诉通知书、举证通知书、开庭传票及民事判决书等。自公告之日起经过三十日即视为送达。提出答辩状和举证的期限分别为公告期满后的十五日和三十日内。本案定于举证期满后第三日上午九时在本院第三法庭公开开庭审理，逾期将依法缺席判决。如不服本判决，可在公告期满后十五日内向本院递交上诉状及副本，上诉于上级人民法院。特此公告。本院受理原告诉被告合同纠纷一案，因你下落不明，依照《中华人民共和国民事诉讼法》第九十五条之规定，向你公告送达起诉状副本、应诉通知书、举证通知书、开庭传票及民事判决书等。自公告之日起经过三十日即视为送达。提出答辩状和举证的期限分别为公告期满后的十五日和三十日内。本案定于举证期满后第三日上午九时在本院第三法庭公开开庭审理，逾期将依法缺席判决。如不服本判决，可在公告期满后十五日内向本院递交上诉状及副本，上诉于上级人民法院。特此公告。: [122, 447, 216, 543]
- court-notice: [236, 277, 330, 332]
- notice-title: 安徽省合肥市中级人民法院: [255, 603, 311, 609]
- notice-title: 北京市朝阳区人民法院: [374, 716, 420, 722]
- court-notice: [350, 2086, 444, 2188]
- notice-body: 本院受理原告诉被告合同纠纷一案，因你下落不明，依照《中华人民共和国民事诉讼法》第九十五条之规定，向你公告送达起诉状副本、应诉通知书、举证通知书、开庭传票及民事判决书等。自公告之日起经过三十日即视为送达。提出答辩状和举证的期限分别为公告期满后的十五日和三十日内。本案定于举证期满后第三日上午九时在本院第三法庭公开开庭审理，逾期将依法缺席判决。如不服本判决，可在公告期满后十五日内向本院递交上诉状及副本，上诉于上级人民法院。特此公告。本院受理原告诉被告合同纠纷一案，因你下落不明，依照《中华人民共和国民事诉讼法》第九十五条之规定，向你公告送达起诉状副本、应诉通知书、举证通知书、开庭传票及民事判决书等。自公告之日起经过三十日即视为送达。提出答辩状和举证的期限分别为公告期满后的十五日和三十日内。本案定于举证期满后第三日上午九时在本院第三法庭公开开庭审理，逾期将依法缺席判决。如不服本判决，可在公告期满后十五日内向本院递交上诉状及副本，上诉于上级人民法院。特此公告。: [122, 936, 216, 1032]
- court-notice: [122, 1197, 216, 1252]
- court-notice: [236, 661, 330, 763]
- court-notice: [236, 1802, 330, 1904]
- notice-body: 本院受理原告诉被告合同纠纷一案，因你下落不明，依照《中华人民共和国民事诉讼法》第九十五条之规定，向你公告送达起诉状副本、应诉通知书、举证通知书、开庭传票及民事判决书等。自公告之日起经过三十日即视为送达。提出答辩状和举证的期限分别为公告期满后的十五日和三十日内。本案定于举证期满后第三日上午九时在本院第三法庭公开开庭审理，逾期将依法缺席判决。如不服本判决，可在公告期满后十五日内向本院递交上诉状及副本，上诉于上级人民法院。特此公告。: [236, 1425, 330, 1473]
- notice-title: 上海市浦东新区人民法院: [143, 219, 195, 225]
- court-notice: [8, 2128, 102, 2230]
- court-notice: [8, 824, 102, 926]
- court-notice: [122, 1418, 216, 1520]
- notice-title: 广东省深圳市中级人民法院: [141, 114, 197, 119]
- notice-body: 本院受理原告诉被告合同纠纷一案，因你下落不明，依照《中华人民共和国民事诉讼法》第九十五条之规定，向你公告送达起诉状副本、应诉通知书、举证通知书、开庭传票及民事判决书等。自公告之日起经过三十日即视为送达。提出答辩状和举证的期限分别为公告期满后的十五日和三十日内。本案定于举证期满后第三日上午九时在本院第三法庭公开开庭审理，逾期将依法缺席判决。如不服本判决，可在公告期满后十五日内向本院递交上诉状及副本，上诉于上级人民法院。特此公告。本院受理原告诉被告合同纠纷一案，因你下落不明，依照《中华人民共和国民事诉讼法》第九十五条之规定，向你公告送达起诉状副本、应诉通知书、举证通知书、开庭传票及民事判决书等。自公告之日起经过三十日即视为送达。提出答辩状和举证的期限分别为公告期满后的十五日和三十日内。本案定于举证期满后第三日上午九时在本院第三法庭公开开庭审理，逾期将依法缺席判决。如不服本判决，可在公告期满后十五日内向本院递交上诉状及副本，上诉于上级人民法院。特此公告。: [350, 455, 444, 551]
- court-notice: [350, 1531, 444, 1586]
- court-notice: [350, 774, 444, 876]
- notice-title: 北京市朝阳区人民法院: [374, 1857, 420, 1863]
- court-notice: [8, 1255, 102, 1310]
- notice-title: 安徽省合肥市中级人民法院: [141, 2020, 197, 2026]
- notice-body: 本院受理原告诉被告合同纠纷一案，因你下落不明，依照《中华人民共和国民事诉讼法》第九十五条之规定，向你公告送达起诉状副本、应诉通知书、举证通知书、开庭传票及民事判决书等。自公告之日起经过三十日即视为送达。提出答辩状和举证的期限分别为公告期满后的十五日和三十日内。本案定于举证期满后第三日上午九时在本院第三法庭公开开庭审理，逾期将依法缺席判决。如不服本判决，可在公告期满后十五日内向本院递交上诉状及副本，上诉于上级人民法院。特此公告。本院受理原告诉被告合同纠纷一案，因你下落不明，依照《中华人民共和国民事诉讼法》第九十五条之规定，向你公告送达起诉状副本、应诉通知书、举证通知书、开庭传票及民事判决书等。自公告之日起经过三十日即视为送达。提出答辩状和举证的期限分别为公告期满后的十五日和三十日内。本案定于举证期满后第三日上午九时在本院第三法庭公开开庭审理，逾期将依法缺席判决。如不服本判决，可在公告期满后十五日内向本院递交上诉状及副本，上诉于上级人民法院。特此公告。: [236, 1971, 330, 2067]
- court-notice: [236, 1744, 330, 1799]
- court-notice: [122, 219, 216, 274]
- court-notice: [8, 1802, 102, 1904]
- notice-title: 上海市浦东新区人民法院: [143, 1360, 195, 1366]
- notice-body: 本院受理原告诉被告合同纠纷一案，因你下落不明，依照《中华人民共和国民事诉讼法》第九十五条之规定，向你公告送达起诉状副本、应诉通知书、举证通知书、开庭传票及民事判决书等。自公告之日起经过三十日即视为送达。提出答辩状和举证的期限分别为公告期满后的十五日和三十日内。本案定于举证期满后第三日上午九时在本院第三法庭公开开庭审理，逾期将依法缺席判决。如不服本判决，可在公告期满后十五日内向本院递交上诉状及副本，上诉于上级人民法院。特此公告。: [122, 1530, 216, 1578]
- notice-body: 本院受理原告诉被告合同纠纷一案，因你下落不明，依照《中华人民共和国民事诉讼法》第九十五条之规定，向你公告送达起诉状副本、应诉通知书、举证通知书、开庭传票及民事判决书等。自公告之日起经过三十日即视为送达。提出答辩状和举证的期限分别为公告期满后的十五日和三十日内。本案定于举证期满后第三日上午九时在本院第三法庭公开开庭审理，逾期将依法缺席判决。如不服本判决，可在公告期满后十五日内向本院递交上诉状及副本，上诉于上级人民法院。特此公告。本院受理原告诉被告合同纠纷一案，因你下落不明，依照《中华人民共和国民事诉讼法》第九十五条之规定，向你公告送达起诉状副本、应诉通知书、举证通知书、开庭传票及民事判决书等。自公告之日起经过三十日即视为送达。提出答辩状和举证的期限分别为公告期满后的十五日和三十日内。本案定于举证期满后第三日上午九时在本院第三法庭公开开庭审理，逾期将依法缺席判决。如不服本判决，可在公告期满后十五日内向本院递交上诉状及副本，上诉于上级人民法院。特此公告。: [350, 781, 444, 877]
- court-notice: [350, 1100, 444, 1202]
- notice-body: 本院受理原告诉被告合同纠纷一案，因你下落不明，依照《中华人民共和国民事诉讼法》第九十五条之规定，向你公告送达起诉状副本、应诉通知书、举证通知书、开庭传票及民事判决书等。自公告之日起经过三十日即视为送达。提出答辩状和举证的期限分别为公告期满后的十五日和三十日内。本案定于举证期满后第三日上午九时在本院第三法庭公开开庭审理，逾期将依法缺席判决。如不服本判决，可在公告期满后十五日内向本院递交上诉状及副本，上诉于上级人民法院。特此公告。本院受理原告诉被告合同纠纷一案，因你下落不明，依照《中华人民共和国民事诉讼法》第九十五条之规定，向你公告送达起诉状副本、应诉通知书、举证通知书、开庭传票及民事判决书等。自公告之日起经过三十日即视为送达。提出答辩状和举证的期限分别为公告期满后的十五日和三十日内。本案定于举证期满后第三日上午九时在本院第三法庭公开开庭审理，逾期将依法缺席判决。如不服本判决，可在公告期满后十五日内向本院递交上诉状及副本，上诉于上级人民法院。特此公告。: [236, 1319, 330, 1415]
- notice-title: 辽宁省沈阳市中级人民法院: [141, 708, 197, 714]
- notice-title: 湖北省武汉市中级人民法院: [255, 1418, 311, 1424]
- court-notice: [236, 498, 330, 600]
- court-notice: [8, 1907, 102, 1962]
- notice-body: 本院受理原告诉被告合同纠纷一案，因你下落不明，依照《中华人民共和国民事诉讼法》第九十五条之规定，向你公告送达起诉状副本、应诉通知书、举证通知书、开庭传票及民事判决书等。自公告之日起经过三十日即视为送达。提出答辩状和举证的期限分别为公告期满后的十五日和三十日内。本案定于举证期满后第三日上午九时在本院第三法庭公开开庭审理，逾期将依法缺席判决。如不服本判决，可在公告期满后十五日内向本院递交上诉状及副本，上诉于上级人民法院。特此公告。: [122, 1204, 216, 1252]
